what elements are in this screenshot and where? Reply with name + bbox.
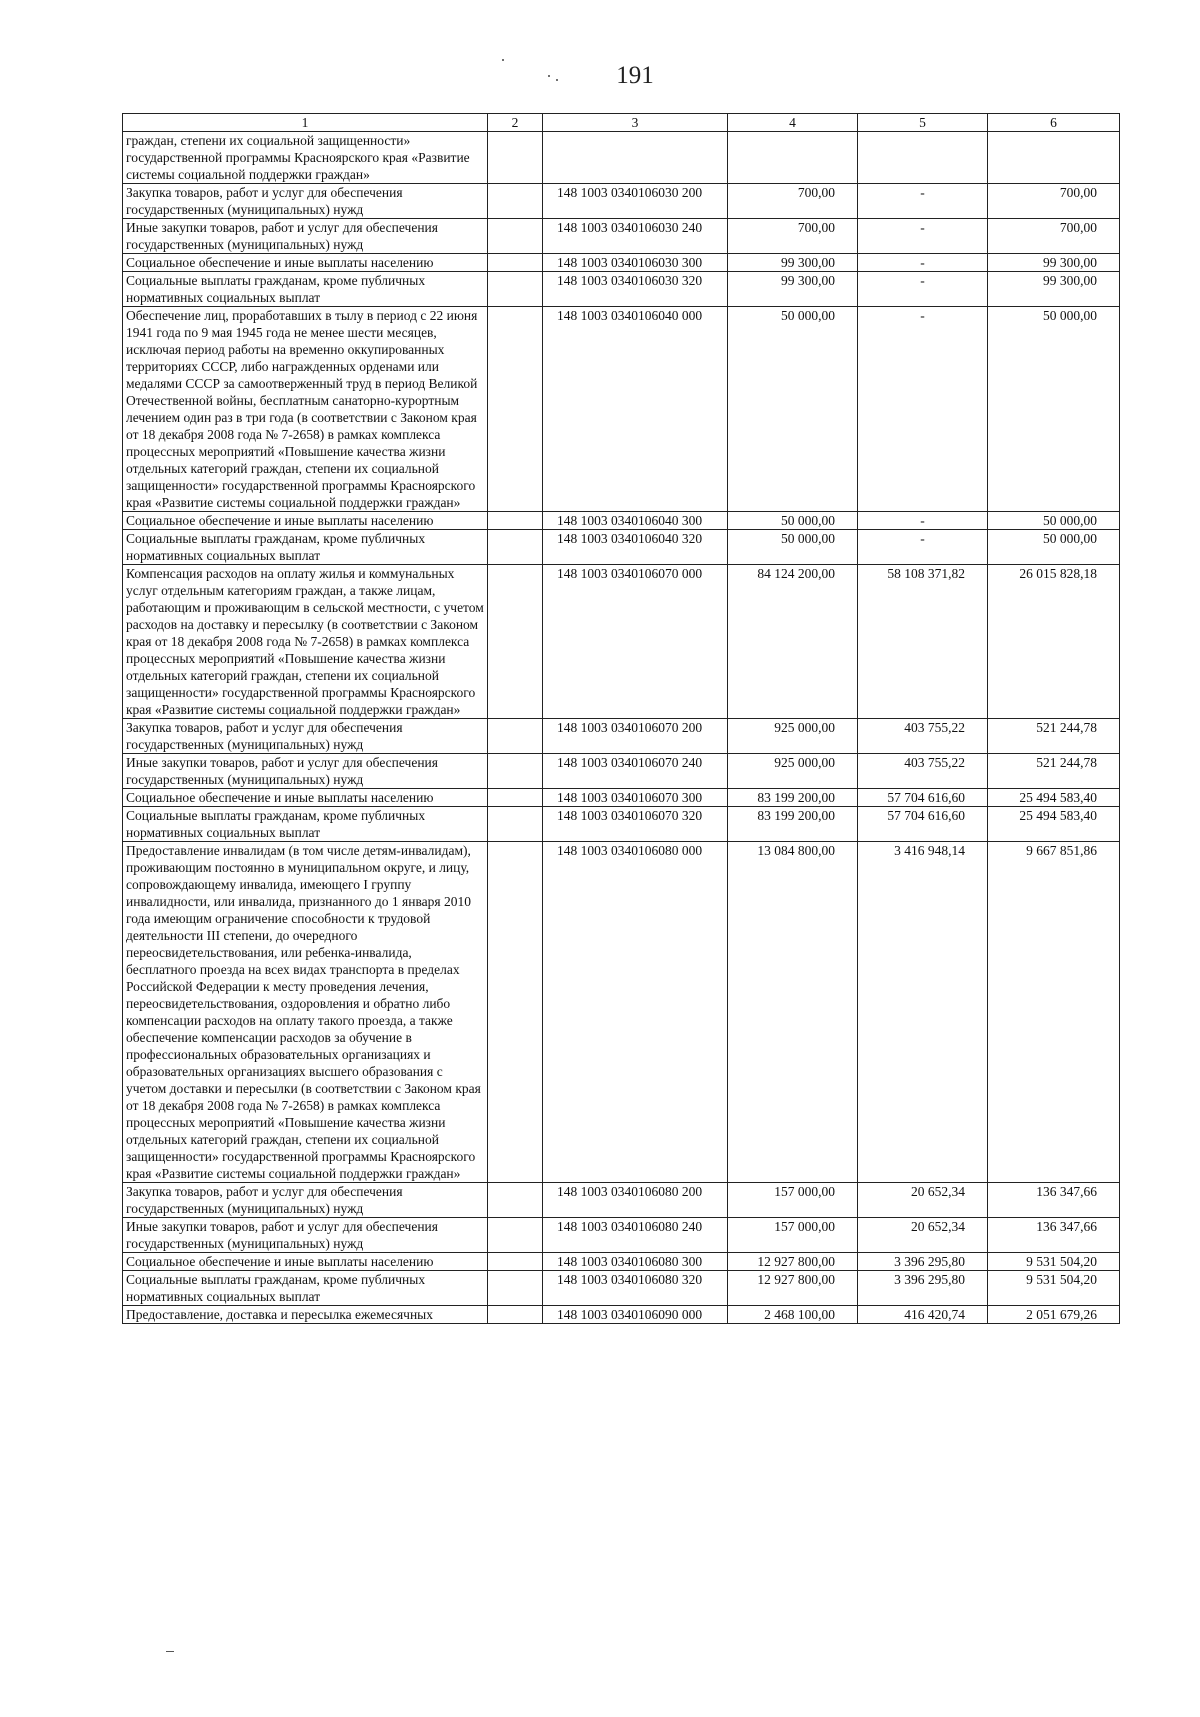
row-plan-cell: 99 300,00 (728, 272, 858, 307)
row-col2-cell (488, 1183, 543, 1218)
row-executed-cell: 403 755,22 (858, 754, 988, 789)
table-row (123, 272, 1120, 307)
row-col2-cell (488, 1306, 543, 1324)
row-col2-cell (488, 132, 543, 184)
table-row (123, 807, 1120, 842)
row-col2-cell (488, 272, 543, 307)
table-row (123, 842, 1120, 1183)
row-name-cell: Обеспечение лиц, проработавших в тылу в период с 22 июня 1941 года по 9 мая 1945 года не менее шести месяцев, исключая период работы на временно оккупированных территориях СССР, либо награжденных орденами или медалями СССР за самоотверженный труд в период Великой Отечественной войны, бесплатным санаторно-курортным лечением один раз в три года (в соответствии с Законом края от 18 декабря 2008 года № 7-2658) в рамках комплекса процессных мероприятий «Повышение качества жизни отдельных категорий граждан, степени их социальной защищенности» государственной программы Красноярского края «Развитие системы социальной поддержки граждан» (123, 307, 488, 512)
row-remainder-cell: 136 347,66 (988, 1183, 1120, 1218)
row-name-cell: Социальное обеспечение и иные выплаты населению (123, 512, 488, 530)
table-row (123, 789, 1120, 807)
row-plan-cell: 157 000,00 (728, 1183, 858, 1218)
row-code-cell: 148 1003 0340106030 240 (543, 219, 728, 254)
row-col2-cell (488, 754, 543, 789)
row-name-cell: Иные закупки товаров, работ и услуг для обеспечения государственных (муниципальных) нужд (123, 219, 488, 254)
row-code-cell: 148 1003 0340106080 300 (543, 1253, 728, 1271)
row-col2-cell (488, 1218, 543, 1253)
column-header: 1 (123, 114, 488, 132)
row-col2-cell (488, 184, 543, 219)
row-executed-cell (858, 132, 988, 184)
row-plan-cell: 83 199 200,00 (728, 789, 858, 807)
row-executed-cell: - (858, 219, 988, 254)
row-remainder-cell: 521 244,78 (988, 754, 1120, 789)
row-remainder-cell: 25 494 583,40 (988, 807, 1120, 842)
row-col2-cell (488, 789, 543, 807)
row-executed-cell: 3 396 295,80 (858, 1253, 988, 1271)
row-name-cell: Социальное обеспечение и иные выплаты населению (123, 254, 488, 272)
table-row (123, 132, 1120, 184)
row-executed-cell: 58 108 371,82 (858, 565, 988, 719)
row-name-cell: Иные закупки товаров, работ и услуг для обеспечения государственных (муниципальных) нужд (123, 754, 488, 789)
row-remainder-cell: 136 347,66 (988, 1218, 1120, 1253)
row-remainder-cell: 9 667 851,86 (988, 842, 1120, 1183)
row-code-cell: 148 1003 0340106040 300 (543, 512, 728, 530)
row-col2-cell (488, 842, 543, 1183)
row-code-cell: 148 1003 0340106070 300 (543, 789, 728, 807)
row-remainder-cell: 26 015 828,18 (988, 565, 1120, 719)
table-header (123, 114, 1120, 132)
row-code-cell: 148 1003 0340106040 320 (543, 530, 728, 565)
row-name-cell: Иные закупки товаров, работ и услуг для обеспечения государственных (муниципальных) нужд (123, 1218, 488, 1253)
row-plan-cell: 50 000,00 (728, 307, 858, 512)
row-name-cell: Закупка товаров, работ и услуг для обеспечения государственных (муниципальных) нужд (123, 719, 488, 754)
table-row (123, 530, 1120, 565)
row-code-cell: 148 1003 0340106070 200 (543, 719, 728, 754)
table-row (123, 1253, 1120, 1271)
budget-table (122, 113, 1120, 1324)
column-header: 4 (728, 114, 858, 132)
page-number: 191 (616, 62, 654, 89)
row-code-cell: 148 1003 0340106030 200 (543, 184, 728, 219)
row-col2-cell (488, 254, 543, 272)
row-plan-cell: 12 927 800,00 (728, 1271, 858, 1306)
row-executed-cell: 3 396 295,80 (858, 1271, 988, 1306)
row-executed-cell: 20 652,34 (858, 1183, 988, 1218)
row-executed-cell: - (858, 307, 988, 512)
column-header: 6 (988, 114, 1120, 132)
row-code-cell: 148 1003 0340106080 320 (543, 1271, 728, 1306)
row-plan-cell: 50 000,00 (728, 530, 858, 565)
table-row (123, 254, 1120, 272)
row-name-cell: Социальные выплаты гражданам, кроме публичных нормативных социальных выплат (123, 1271, 488, 1306)
column-number-row (123, 114, 1120, 132)
row-plan-cell: 925 000,00 (728, 719, 858, 754)
row-plan-cell: 700,00 (728, 184, 858, 219)
row-executed-cell: 20 652,34 (858, 1218, 988, 1253)
row-name-cell: Предоставление, доставка и пересылка ежемесячных (123, 1306, 488, 1324)
row-executed-cell: - (858, 184, 988, 219)
row-plan-cell (728, 132, 858, 184)
scan-speck (502, 59, 504, 61)
row-code-cell: 148 1003 0340106040 000 (543, 307, 728, 512)
row-plan-cell: 157 000,00 (728, 1218, 858, 1253)
row-executed-cell: 3 416 948,14 (858, 842, 988, 1183)
row-plan-cell: 700,00 (728, 219, 858, 254)
table-row (123, 1218, 1120, 1253)
table-row (123, 1271, 1120, 1306)
row-plan-cell: 2 468 100,00 (728, 1306, 858, 1324)
row-name-cell: граждан, степени их социальной защищенности» государственной программы Красноярского края «Развитие системы социальной поддержки граждан» (123, 132, 488, 184)
row-executed-cell: - (858, 254, 988, 272)
row-col2-cell (488, 307, 543, 512)
row-executed-cell: - (858, 512, 988, 530)
row-col2-cell (488, 565, 543, 719)
row-executed-cell: 403 755,22 (858, 719, 988, 754)
row-plan-cell: 84 124 200,00 (728, 565, 858, 719)
row-col2-cell (488, 719, 543, 754)
row-col2-cell (488, 219, 543, 254)
row-executed-cell: 416 420,74 (858, 1306, 988, 1324)
column-header: 2 (488, 114, 543, 132)
row-plan-cell: 925 000,00 (728, 754, 858, 789)
row-executed-cell: - (858, 272, 988, 307)
row-plan-cell: 83 199 200,00 (728, 807, 858, 842)
row-col2-cell (488, 1271, 543, 1306)
row-remainder-cell: 521 244,78 (988, 719, 1120, 754)
row-name-cell: Социальные выплаты гражданам, кроме публичных нормативных социальных выплат (123, 807, 488, 842)
row-code-cell: 148 1003 0340106090 000 (543, 1306, 728, 1324)
column-header: 3 (543, 114, 728, 132)
row-remainder-cell: 50 000,00 (988, 530, 1120, 565)
row-code-cell: 148 1003 0340106070 320 (543, 807, 728, 842)
row-name-cell: Социальное обеспечение и иные выплаты населению (123, 1253, 488, 1271)
row-name-cell: Закупка товаров, работ и услуг для обеспечения государственных (муниципальных) нужд (123, 1183, 488, 1218)
row-remainder-cell: 2 051 679,26 (988, 1306, 1120, 1324)
row-remainder-cell: 9 531 504,20 (988, 1271, 1120, 1306)
row-code-cell: 148 1003 0340106030 320 (543, 272, 728, 307)
row-code-cell (543, 132, 728, 184)
row-col2-cell (488, 807, 543, 842)
row-name-cell: Социальные выплаты гражданам, кроме публичных нормативных социальных выплат (123, 530, 488, 565)
row-plan-cell: 13 084 800,00 (728, 842, 858, 1183)
row-remainder-cell: 9 531 504,20 (988, 1253, 1120, 1271)
table-row (123, 719, 1120, 754)
table-body (123, 132, 1120, 1324)
row-code-cell: 148 1003 0340106080 200 (543, 1183, 728, 1218)
row-remainder-cell: 700,00 (988, 184, 1120, 219)
row-remainder-cell: 99 300,00 (988, 272, 1120, 307)
row-remainder-cell: 50 000,00 (988, 307, 1120, 512)
row-plan-cell: 12 927 800,00 (728, 1253, 858, 1271)
row-col2-cell (488, 512, 543, 530)
row-remainder-cell: 99 300,00 (988, 254, 1120, 272)
row-executed-cell: 57 704 616,60 (858, 789, 988, 807)
row-name-cell: Закупка товаров, работ и услуг для обеспечения государственных (муниципальных) нужд (123, 184, 488, 219)
table-row (123, 184, 1120, 219)
scan-speck (556, 79, 558, 81)
row-remainder-cell: 700,00 (988, 219, 1120, 254)
row-code-cell: 148 1003 0340106070 000 (543, 565, 728, 719)
row-plan-cell: 50 000,00 (728, 512, 858, 530)
scan-speck (548, 75, 550, 77)
row-remainder-cell: 25 494 583,40 (988, 789, 1120, 807)
row-name-cell: Предоставление инвалидам (в том числе детям-инвалидам), проживающим постоянно в муниципальном округе, и лицу, сопровождающему инвалида, имеющего I группу инвалидности, или инвалида, признанного до 1 января 2010 года имеющим ограничение способности к трудовой деятельности III степени, до очередного переосвидетельствования, или ребенка-инвалида, бесплатного проезда на всех видах транспорта в пределах Российской Федерации к месту проведения лечения, переосвидетельствования, оздоровления и обратно либо компенсации расходов на оплату такого проезда, а также обеспечение компенсации расходов за обучение в профессиональных образовательных организациях и образовательных организациях высшего образования с учетом доставки и пересылки (в соответствии с Законом края от 18 декабря 2008 года № 7-2658) в рамках комплекса процессных мероприятий «Повышение качества жизни отдельных категорий граждан, степени их социальной защищенности» государственной программы Красноярского края «Развитие системы социальной поддержки граждан» (123, 842, 488, 1183)
table-row (123, 512, 1120, 530)
table-row (123, 565, 1120, 719)
table-row (123, 219, 1120, 254)
column-header: 5 (858, 114, 988, 132)
row-name-cell: Компенсация расходов на оплату жилья и коммунальных услуг отдельным категориям граждан, а также лицам, работающим и проживающим в сельской местности, с учетом расходов на доставку и пересылку (в соответствии с Законом края от 18 декабря 2008 года № 7-2658) в рамках комплекса процессных мероприятий «Повышение качества жизни отдельных категорий граждан, степени их социальной защищенности» государственной программы Красноярского края «Развитие системы социальной поддержки граждан» (123, 565, 488, 719)
row-code-cell: 148 1003 0340106030 300 (543, 254, 728, 272)
row-code-cell: 148 1003 0340106080 000 (543, 842, 728, 1183)
scan-mark (166, 1651, 174, 1652)
row-code-cell: 148 1003 0340106080 240 (543, 1218, 728, 1253)
row-col2-cell (488, 530, 543, 565)
row-executed-cell: - (858, 530, 988, 565)
row-plan-cell: 99 300,00 (728, 254, 858, 272)
table-row (123, 307, 1120, 512)
row-remainder-cell (988, 132, 1120, 184)
row-name-cell: Социальное обеспечение и иные выплаты населению (123, 789, 488, 807)
table-row (123, 1183, 1120, 1218)
row-remainder-cell: 50 000,00 (988, 512, 1120, 530)
table-row (123, 1306, 1120, 1324)
row-code-cell: 148 1003 0340106070 240 (543, 754, 728, 789)
table-row (123, 754, 1120, 789)
row-executed-cell: 57 704 616,60 (858, 807, 988, 842)
row-col2-cell (488, 1253, 543, 1271)
row-name-cell: Социальные выплаты гражданам, кроме публичных нормативных социальных выплат (123, 272, 488, 307)
